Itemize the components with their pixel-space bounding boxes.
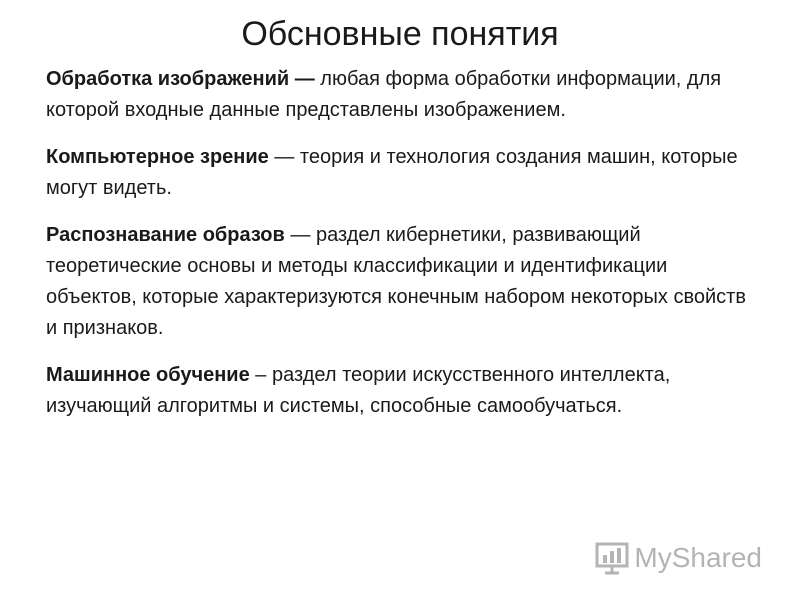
presentation-chart-icon (594, 540, 630, 576)
definition-text: любая форма обработки информации, для которой входные данные представлены изображением. (46, 68, 722, 121)
definitions-list (46, 64, 746, 438)
definition-text: — раздел кибернетики, развивающий теоретические основы и методы классификации и идентификации объектов, которые характеризуются конечным набором некоторых свойств и признаков. (46, 224, 746, 339)
definition-term: Распознавание образов (46, 224, 285, 246)
definition-text: — теория и технология создания машин, которые могут видеть. (46, 146, 738, 199)
watermark-text: MyShared (634, 542, 762, 573)
watermark-logo (594, 538, 762, 578)
definition-term: Обработка изображений — (46, 68, 315, 90)
definition-text: – раздел теории искусственного интеллекта, изучающий алгоритмы и системы, способные самообучаться. (46, 364, 671, 417)
slide-title: Обсновные понятия (241, 15, 559, 53)
definition-machine-learning (46, 360, 746, 422)
definition-image-processing (46, 64, 746, 126)
definition-term: Машинное обучение (46, 364, 250, 386)
definition-computer-vision (46, 142, 746, 204)
definition-pattern-recognition (46, 220, 746, 344)
definition-term: Компьютерное зрение (46, 146, 269, 168)
